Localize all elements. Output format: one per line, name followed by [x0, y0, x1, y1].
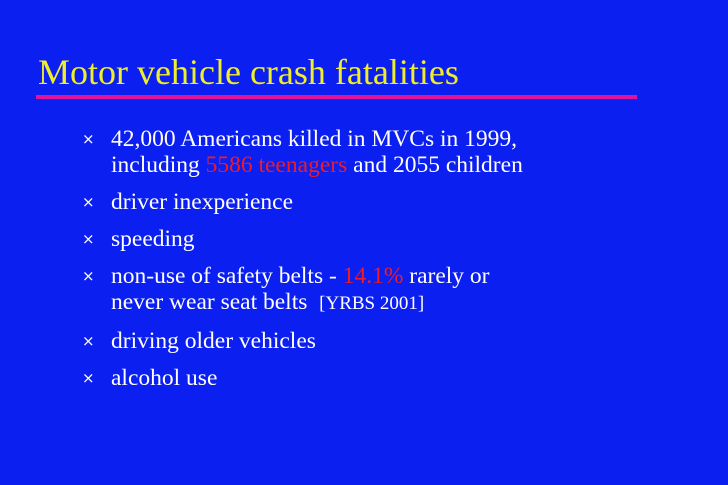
x-bullet-icon: ×: [82, 369, 95, 387]
slide-title: Motor vehicle crash fatalities: [38, 52, 459, 92]
bullet-list: [82, 126, 523, 402]
highlight-teenagers: 5586 teenagers: [205, 152, 348, 178]
bullet-text: 42,000 Americans killed in MVCs in 1999,: [111, 126, 518, 152]
bullet-text-line2: [111, 289, 523, 317]
bullet-text-segment: rarely or: [403, 263, 490, 289]
bullet-item-alcohol: [82, 365, 523, 391]
bullet-text: speeding: [111, 226, 195, 252]
bullet-text-segment: non-use of safety belts -: [111, 263, 343, 289]
bullet-text-line2: [111, 152, 523, 178]
bullet-text-segment: never wear seat belts: [111, 289, 320, 315]
bullet-text-line1: [111, 263, 523, 289]
bullet-item-seat-belts: [82, 263, 523, 317]
citation: [YRBS 2001]: [319, 293, 425, 314]
x-bullet-icon: ×: [82, 230, 95, 248]
title-underline: [36, 95, 637, 99]
bullet-item-older-vehicles: [82, 328, 523, 354]
bullet-text: alcohol use: [111, 365, 218, 391]
bullet-item-fatalities: [82, 126, 523, 178]
bullet-text: driving older vehicles: [111, 328, 316, 354]
bullet-item-speeding: [82, 226, 523, 252]
x-bullet-icon: ×: [82, 193, 95, 211]
bullet-text: driver inexperience: [111, 189, 294, 215]
x-bullet-icon: ×: [82, 332, 95, 350]
x-bullet-icon: ×: [82, 130, 95, 148]
bullet-text-segment: and 2055 children: [347, 152, 523, 178]
x-bullet-icon: ×: [82, 267, 95, 285]
bullet-item-inexperience: [82, 189, 523, 215]
highlight-percentage: 14.1%: [342, 263, 404, 289]
bullet-text-segment: including: [111, 152, 206, 178]
